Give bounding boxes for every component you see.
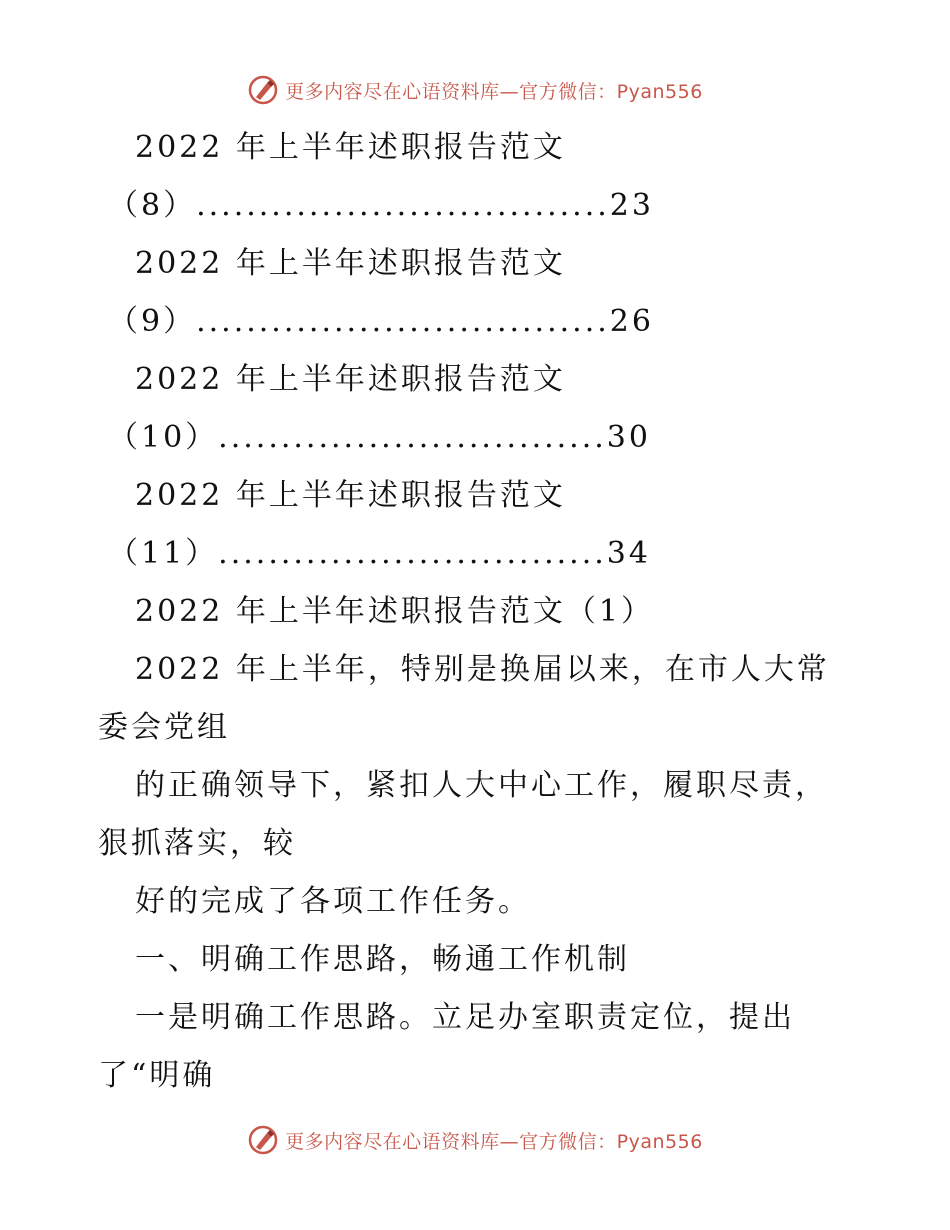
toc-entry-8: （8）.................................23 (108, 188, 654, 223)
toc-title-9: 2022 年上半年述职报告范文 (135, 246, 566, 281)
toc-title-10: 2022 年上半年述职报告范文 (135, 362, 566, 397)
footer-banner-text: 更多内容尽在心语资料库—官方微信：Pyan556 (285, 1130, 703, 1153)
header-banner-text: 更多内容尽在心语资料库—官方微信：Pyan556 (285, 80, 703, 103)
paragraph-line: 委会党组 (98, 710, 230, 745)
paragraph-line: 了“明确 (98, 1058, 216, 1093)
pen-logo-icon (247, 1124, 279, 1156)
toc-title-11: 2022 年上半年述职报告范文 (135, 478, 566, 513)
paragraph-line: 狠抓落实，较 (98, 826, 296, 861)
article-title: 2022 年上半年述职报告范文（1） (135, 594, 654, 629)
toc-title-8: 2022 年上半年述职报告范文 (135, 130, 566, 165)
toc-entry-10: （10）...............................30 (108, 420, 651, 455)
paragraph-line: 的正确领导下，紧扣人大中心工作，履职尽责， (135, 768, 828, 803)
paragraph-line: 好的完成了各项工作任务。 (135, 884, 531, 919)
footer-banner (0, 1120, 950, 1160)
toc-entry-11: （11）...............................34 (108, 536, 651, 571)
paragraph-line: 一是明确工作思路。立足办室职责定位，提出 (135, 1000, 795, 1035)
pen-logo-icon (247, 74, 279, 106)
section-heading: 一、明确工作思路，畅通工作机制 (135, 942, 630, 977)
toc-entry-9: （9）.................................26 (108, 304, 654, 339)
header-banner (0, 70, 950, 110)
paragraph-line: 2022 年上半年，特别是换届以来，在市人大常 (135, 652, 830, 687)
